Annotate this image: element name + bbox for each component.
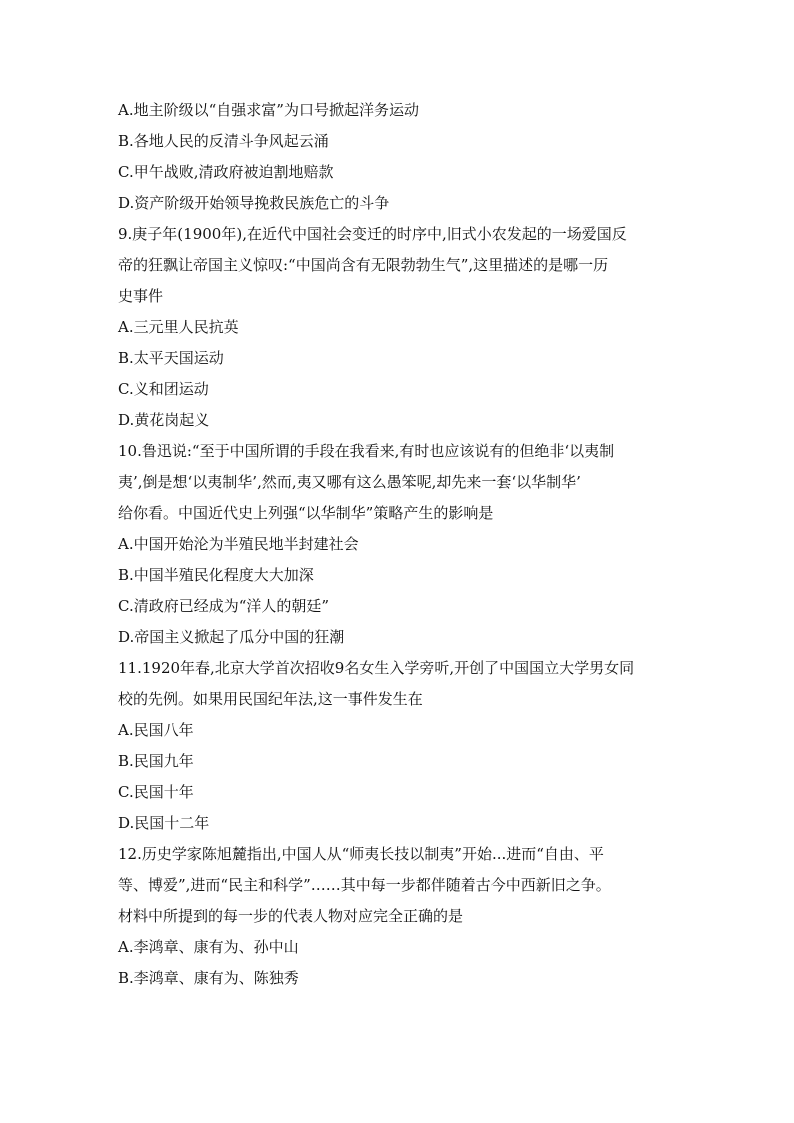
option-line: B.各地人民的反清斗争风起云涌 bbox=[118, 132, 329, 150]
option-line: A.地主阶级以“自强求富”为口号掀起洋务运动 bbox=[118, 101, 419, 119]
option-line: A.三元里人民抗英 bbox=[118, 318, 239, 336]
option-line: A.李鸿章、康有为、孙中山 bbox=[118, 938, 299, 956]
option-line: A.民国八年 bbox=[118, 721, 194, 739]
option-line: B.太平天国运动 bbox=[118, 349, 224, 367]
option-line: D.帝国主义掀起了瓜分中国的狂潮 bbox=[118, 628, 345, 646]
question-text-block bbox=[118, 95, 678, 994]
option-line: C.义和团运动 bbox=[118, 380, 209, 398]
option-line: C.甲午战败,清政府被迫割地赔款 bbox=[118, 163, 334, 181]
question-9-stem: 帝的狂飘让帝国主义惊叹:“中国尚含有无限勃勃生气”,这里描述的是哪一历 bbox=[118, 256, 609, 274]
question-12-stem: 材料中所提到的每一步的代表人物对应完全正确的是 bbox=[118, 907, 464, 925]
option-line: D.资产阶级开始领导挽救民族危亡的斗争 bbox=[118, 194, 390, 212]
option-line: D.民国十二年 bbox=[118, 814, 210, 832]
question-9-stem: 史事件 bbox=[118, 287, 164, 305]
question-12-stem: 等、博爱”,进而“民主和科学”……其中每一步都伴随着古今中西新旧之争。 bbox=[118, 876, 611, 894]
option-line: A.中国开始沦为半殖民地半封建社会 bbox=[118, 535, 359, 553]
option-line: B.中国半殖民化程度大大加深 bbox=[118, 566, 314, 584]
question-11-stem: 校的先例。如果用民国纪年法,这一事件发生在 bbox=[118, 690, 423, 708]
option-line: C.民国十年 bbox=[118, 783, 194, 801]
question-11-stem: 11.1920年春,北京大学首次招收9名女生入学旁听,开创了中国国立大学男女同 bbox=[118, 659, 635, 677]
option-line: B.李鸿章、康有为、陈独秀 bbox=[118, 969, 299, 987]
question-12-stem: 12.历史学家陈旭麓指出,中国人从“师夷长技以制夷”开始...进而“自由、平 bbox=[118, 845, 604, 863]
question-9-stem: 9.庚子年(1900年),在近代中国社会变迁的时序中,旧式小农发起的一场爱国反 bbox=[118, 225, 627, 243]
question-10-stem: 10.鲁迅说:“至于中国所谓的手段在我看来,有时也应该说有的但绝非‘以夷制 bbox=[118, 442, 615, 460]
option-line: B.民国九年 bbox=[118, 752, 194, 770]
option-line: D.黄花岗起义 bbox=[118, 411, 210, 429]
option-line: C.清政府已经成为“洋人的朝廷” bbox=[118, 597, 330, 615]
question-10-stem: 给你看。中国近代史上列强“以华制华”策略产生的影响是 bbox=[118, 504, 494, 522]
question-10-stem: 夷’,倒是想‘以夷制华’,然而,夷又哪有这么愚笨呢,却先来一套‘以华制华’ bbox=[118, 473, 581, 491]
